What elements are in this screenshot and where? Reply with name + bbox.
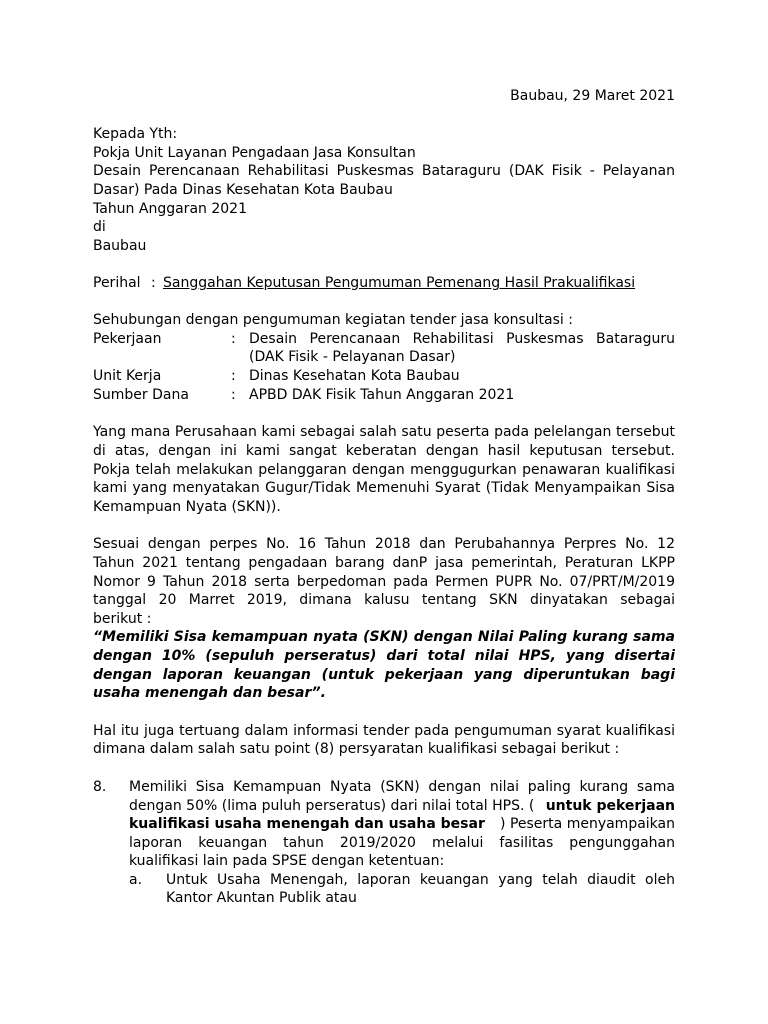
paragraph-line: kami yang menyatakan Gugur/Tidak Memenuhi Syarat (Tidak Menyampaikan Sisa (93, 480, 675, 496)
detail-row-unit-kerja (93, 367, 675, 386)
paragraph-line: Sesuai dengan perpes No. 16 Tahun 2018 dan Perubahannya Perpres No. 12 (93, 536, 675, 552)
detail-row-pekerjaan-cont (93, 348, 675, 367)
quote-line: “Memiliki Sisa kemampuan nyata (SKN) dengan Nilai Paling kurang sama (93, 629, 675, 645)
paragraph-line: di atas, dengan ini kami sangat keberatan dengan hasil keputusan tersebut. (93, 443, 675, 459)
quote-line: usaha menengah dan besar”. (93, 685, 326, 701)
item-text-bold: untuk pekerjaan (545, 798, 675, 814)
paragraph-line: Yang mana Perusahaan kami sebagai salah satu peserta pada pelelangan tersebut (93, 424, 675, 440)
item-text: ) Peserta menyampaikan (500, 816, 675, 832)
item-text-line (93, 834, 675, 853)
detail-colon: : (231, 368, 236, 384)
paragraph-line: Pokja telah melakukan pelanggaran dengan menggugurkan penawaran kualifikasi (93, 462, 675, 478)
item-text-line (93, 815, 675, 834)
item-number: 8. (93, 779, 107, 795)
detail-label: Unit Kerja (93, 368, 162, 384)
item-text-bold: kualifikasi usaha menengah dan usaha besar (129, 816, 485, 832)
item-text-row (129, 797, 675, 816)
address-line: Kepada Yth: (93, 126, 178, 142)
letter-date: Baubau, 29 Maret 2021 (510, 88, 675, 104)
paragraph-line: Hal itu juga tertuang dalam informasi tender pada pengumuman syarat kualifikasi (93, 723, 675, 739)
item-text: laporan keuangan tahun 2019/2020 melalui fasilitas pengunggahan (129, 835, 675, 851)
detail-value: Dinas Kesehatan Kota Baubau (249, 368, 460, 384)
address-line: Dasar) Pada Dinas Kesehatan Kota Baubau (93, 182, 393, 198)
quote-line: dengan laporan keuangan (untuk pekerjaan yang diperuntukan bagi (93, 667, 675, 683)
detail-row-sumber-dana (93, 386, 675, 405)
sub-item-text: Kantor Akuntan Publik atau (166, 890, 357, 906)
paragraph-line: Tahun 2021 tentang pengadaan barang danP jasa pemerintah, Peraturan LKPP (93, 555, 675, 571)
paragraph-line: berikut : (93, 611, 152, 627)
subject-colon: : (151, 275, 156, 291)
sub-item-letter: a. (129, 872, 143, 888)
subject-line (93, 274, 675, 293)
sub-item-a (93, 871, 675, 890)
item-text: Memiliki Sisa Kemampuan Nyata (SKN) dengan nilai paling kurang sama (129, 779, 675, 795)
detail-colon: : (231, 387, 236, 403)
paragraph-line: dimana dalam salah satu point (8) persyaratan kualifikasi sebagai berikut : (93, 741, 620, 757)
paragraph-line: Kemampuan Nyata (SKN)). (93, 499, 281, 515)
detail-value: APBD DAK Fisik Tahun Anggaran 2021 (249, 387, 515, 403)
address-line: Tahun Anggaran 2021 (93, 201, 247, 217)
address-line: Pokja Unit Layanan Pengadaan Jasa Konsultan (93, 145, 416, 161)
item-text: kualifikasi lain pada SPSE dengan ketentuan: (129, 853, 445, 869)
item-text-line (93, 797, 675, 816)
quote-line: dengan 10% (sepuluh perseratus) dari total nilai HPS, yang disertai (93, 648, 675, 664)
detail-value: (DAK Fisik - Pelayanan Dasar) (249, 349, 456, 365)
item-text-line (93, 852, 675, 871)
item-text: dengan 50% (lima puluh perseratus) dari nilai total HPS. ( (129, 798, 535, 814)
address-line: Desain Perencanaan Rehabilitasi Puskesmas Bataraguru (DAK Fisik - Pelayanan (93, 163, 675, 179)
detail-value: Desain Perencanaan Rehabilitasi Puskesmas Bataraguru (249, 331, 675, 347)
detail-row-pekerjaan (93, 330, 675, 349)
intro-text: Sehubungan dengan pengumuman kegiatan tender jasa konsultasi : (93, 312, 573, 328)
paragraph-line: Nomor 9 Tahun 2018 serta berpedoman pada Permen PUPR No. 07/PRT/M/2019 (93, 574, 675, 590)
sub-item-a-cont (93, 889, 675, 908)
detail-label: Sumber Dana (93, 387, 189, 403)
address-line: Baubau (93, 238, 147, 254)
item-text-row (129, 815, 675, 834)
subject-label: Perihal (93, 275, 141, 291)
detail-colon: : (231, 331, 236, 347)
address-line: di (93, 219, 106, 235)
subject-value: Sanggahan Keputusan Pengumuman Pemenang Hasil Prakualifikasi (163, 275, 636, 291)
paragraph-line: tanggal 20 Marret 2019, dimana kalusu tentang SKN dinyatakan sebagai (93, 592, 675, 608)
numbered-item-8 (93, 778, 675, 797)
detail-label: Pekerjaan (93, 331, 162, 347)
sub-item-text: Untuk Usaha Menengah, laporan keuangan yang telah diaudit oleh (166, 872, 675, 888)
